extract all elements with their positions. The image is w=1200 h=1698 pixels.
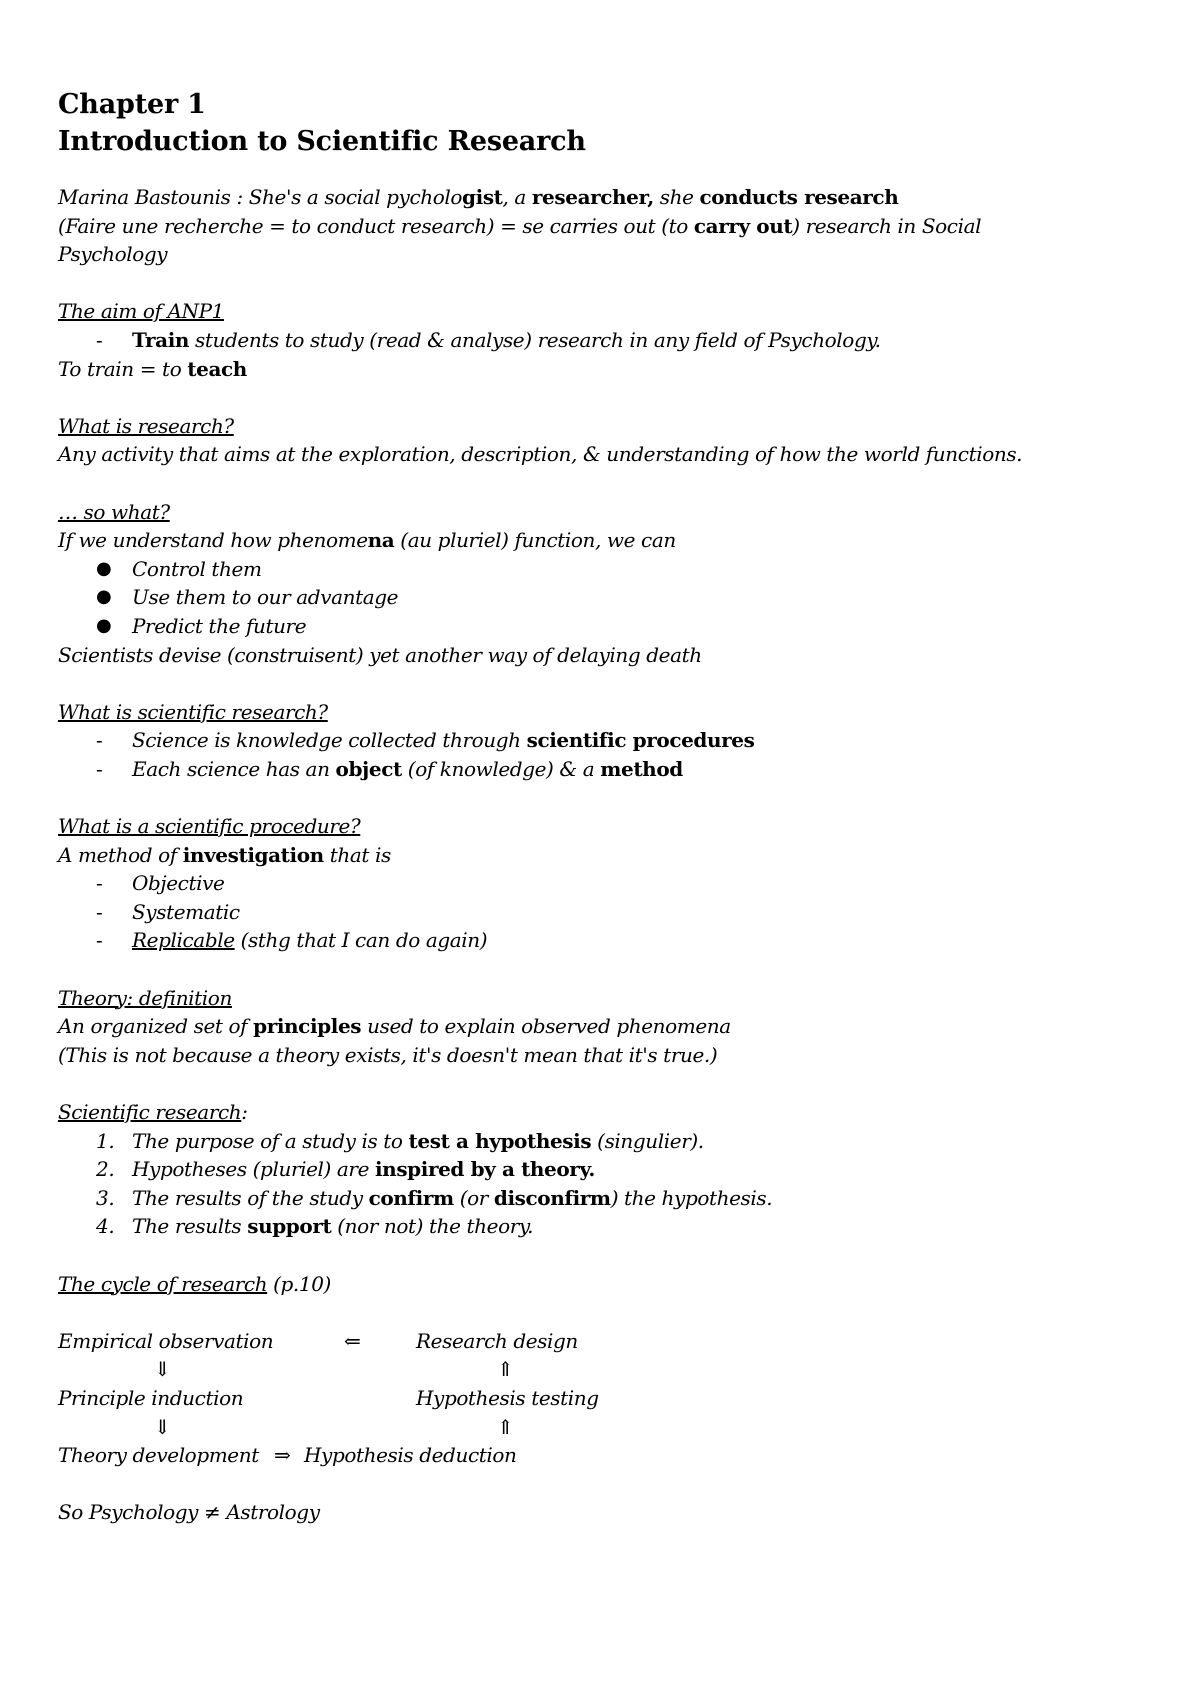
arrow-down-icon: ⇓ bbox=[154, 1357, 171, 1382]
cycle-deduction: Hypothesis deduction bbox=[304, 1443, 517, 1468]
arrow-up-icon: ⇑ bbox=[497, 1414, 514, 1439]
cycle-row-5 bbox=[58, 1441, 1138, 1470]
sowhat-line: If we understand how phenomena (au pluriel) function, we can bbox=[58, 528, 676, 553]
list-item: ● Control them bbox=[58, 555, 1138, 584]
intro-line-3: Psychology bbox=[58, 242, 168, 267]
scientific-heading: What is scientific research? bbox=[58, 699, 328, 724]
final-line: So Psychology ≠ Astrology bbox=[58, 1500, 320, 1525]
list-item: - Replicable (sthg that I can do again) bbox=[96, 928, 488, 953]
cycle-row-4 bbox=[58, 1413, 1138, 1442]
cycle-development: Theory development bbox=[58, 1443, 259, 1468]
intro-line-1: Marina Bastounis : She's a social pychologist, a researcher, she conducts research bbox=[58, 185, 899, 209]
document-page bbox=[58, 86, 1138, 1527]
cycle-design: Research design bbox=[416, 1328, 578, 1353]
research-text: Any activity that aims at the exploration, description, & understanding of how the world functions. bbox=[58, 442, 1023, 467]
arrow-right-icon: ⇒ bbox=[274, 1443, 291, 1468]
bullet-icon: ● bbox=[96, 557, 112, 579]
arrow-left-icon: ⇐ bbox=[344, 1328, 361, 1353]
list-item: - Science is knowledge collected through scientific procedures bbox=[96, 728, 755, 753]
sowhat-heading: … so what? bbox=[58, 499, 170, 524]
cycle-heading: The cycle of research (p.10) bbox=[58, 1271, 331, 1296]
cycle-induction: Principle induction bbox=[58, 1385, 244, 1410]
list-item: 1. The purpose of a study is to test a hypothesis (singulier). bbox=[96, 1128, 704, 1153]
bullet-icon: ● bbox=[96, 614, 112, 636]
intro-line-2: (Faire une recherche = to conduct research) = se carries out (to carry out) research in Social bbox=[58, 213, 982, 238]
bullet-icon: ● bbox=[96, 586, 112, 608]
sowhat-last: Scientists devise (construisent) yet another way of delaying death bbox=[58, 642, 702, 667]
cycle-empirical: Empirical observation bbox=[58, 1328, 274, 1353]
arrow-up-icon: ⇑ bbox=[497, 1357, 514, 1382]
cycle-row-1 bbox=[58, 1327, 1138, 1356]
list-item: - Systematic bbox=[96, 899, 240, 924]
theory-line-1: An organized set of principles used to explain observed phenomena bbox=[58, 1014, 731, 1039]
research-heading: What is research? bbox=[58, 413, 234, 438]
aim-heading: The aim of ANP1 bbox=[58, 299, 224, 324]
cycle-row-2 bbox=[58, 1355, 1138, 1384]
cycle-row-3 bbox=[58, 1384, 1138, 1413]
chapter-number: Chapter 1 bbox=[58, 89, 206, 120]
list-item: ● Use them to our advantage bbox=[58, 583, 1138, 612]
list-item: 4. The results support (nor not) the theory. bbox=[96, 1214, 534, 1239]
list-item: - Each science has an object (of knowledge) & a method bbox=[96, 756, 683, 781]
cycle-testing: Hypothesis testing bbox=[416, 1385, 599, 1410]
list-item: 3. The results of the study confirm (or disconfirm) the hypothesis. bbox=[96, 1185, 773, 1210]
list-item: - Objective bbox=[96, 871, 225, 896]
procedure-heading: What is a scientific procedure? bbox=[58, 814, 361, 839]
sr-heading: Scientific research: bbox=[58, 1100, 248, 1124]
aim-line: To train = to teach bbox=[58, 356, 247, 381]
list-item: ● Predict the future bbox=[58, 612, 1138, 641]
aim-item: - Train students to study (read & analyse) research in any field of Psychology. bbox=[96, 327, 881, 352]
theory-heading: Theory: definition bbox=[58, 985, 232, 1010]
chapter-title: Introduction to Scientific Research bbox=[58, 126, 586, 157]
list-item: 2. Hypotheses (pluriel) are inspired by a theory. bbox=[96, 1157, 595, 1182]
theory-line-2: (This is not because a theory exists, it's doesn't mean that it's true.) bbox=[58, 1042, 718, 1067]
arrow-down-icon: ⇓ bbox=[154, 1414, 171, 1439]
procedure-line: A method of investigation that is bbox=[58, 842, 391, 867]
